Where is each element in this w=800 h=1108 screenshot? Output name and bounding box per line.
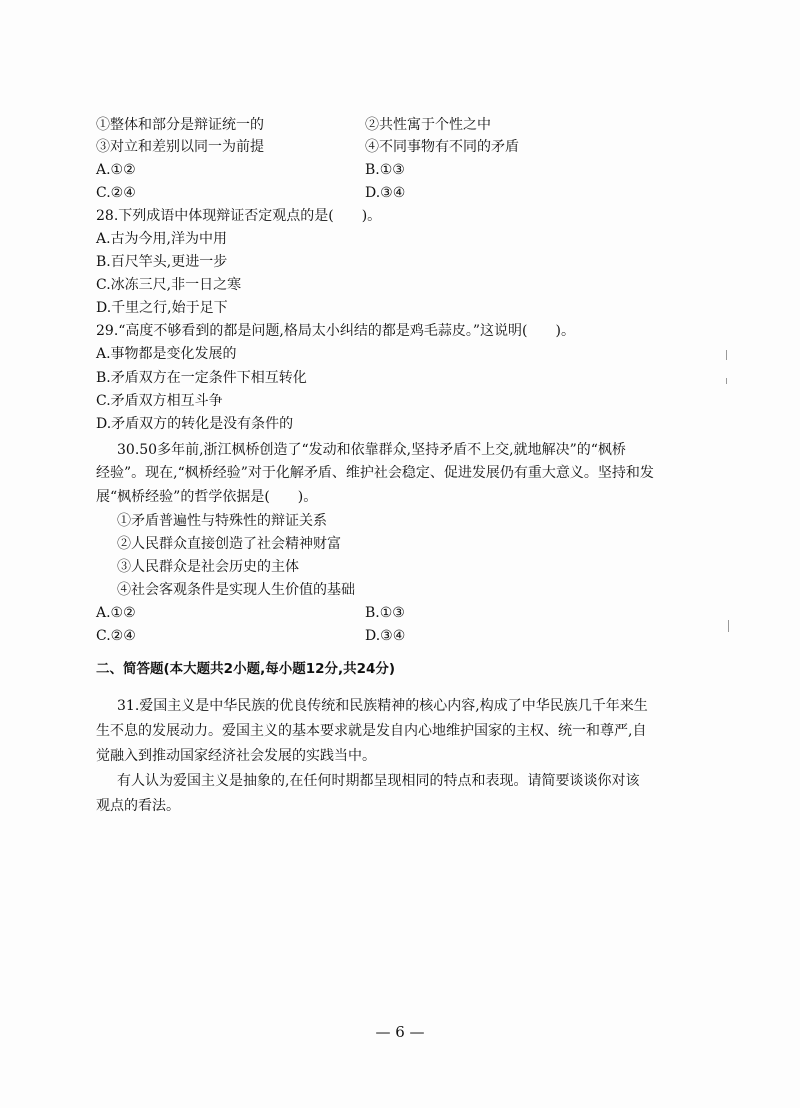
q29-stem: 29.“高度不够看到的都是问题,格局太小纠结的都是鸡毛蒜皮。”这说明( )。 xyxy=(96,323,575,339)
q31-line5: 观点的看法。 xyxy=(96,798,180,814)
q27-option-b: B.①③ xyxy=(365,162,405,178)
q27-row4 xyxy=(96,183,406,203)
q30-statement-1: ①矛盾普遍性与特殊性的辩证关系 xyxy=(117,513,327,529)
q29-option-c: C.矛盾双方相互斗争 xyxy=(96,393,223,409)
page-number: — 6 — xyxy=(375,1023,425,1041)
q30-statement-3: ③人民群众是社会历史的主体 xyxy=(117,559,299,575)
q27-option-c: C.②④ xyxy=(96,185,136,201)
q31-line1: 31.爱国主义是中华民族的优良传统和民族精神的核心内容,构成了中华民族几千年来生 xyxy=(117,698,648,714)
q28-option-d: D.千里之行,始于足下 xyxy=(96,300,228,316)
q29-option-a: A.事物都是变化发展的 xyxy=(96,346,237,362)
q29-option-b: B.矛盾双方在一定条件下相互转化 xyxy=(96,370,307,386)
q30-stem-line2: 经验”。现在,“枫桥经验”对于化解矛盾、维护社会稳定、促进发展仍有重大意义。坚持和发 xyxy=(96,465,654,481)
q30-option-b: B.①③ xyxy=(365,605,405,621)
q30-row-ab xyxy=(96,603,405,623)
q27-row3 xyxy=(96,160,405,180)
q27-row2 xyxy=(96,137,519,157)
q30-row-cd xyxy=(96,626,406,646)
q28-option-b: B.百尺竿头,更进一步 xyxy=(96,254,228,270)
q28-option-c: C.冰冻三尺,非一日之寒 xyxy=(96,277,242,293)
q27-option-d: D.③④ xyxy=(365,185,406,201)
q30-option-a: A.①② xyxy=(96,605,136,621)
section-heading: 二、简答题(本大题共2小题,每小题12分,共24分) xyxy=(96,661,396,677)
q30-stem-line1: 30.50多年前,浙江枫桥创造了“发动和依靠群众,坚持矛盾不上交,就地解决”的“枫桥 xyxy=(117,442,626,458)
q31-line2: 生不息的发展动力。爱国主义的基本要求就是发自内心地维护国家的主权、统一和尊严,自 xyxy=(96,723,647,739)
q27-row1 xyxy=(96,115,491,135)
q27-option-a: A.①② xyxy=(96,162,136,178)
scan-mark xyxy=(728,620,729,632)
q30-option-c: C.②④ xyxy=(96,628,136,644)
q30-stem-line3: 展“枫桥经验”的哲学依据是( )。 xyxy=(96,489,318,505)
scan-mark xyxy=(726,378,727,384)
q28-stem: 28.下列成语中体现辩证否定观点的是( )。 xyxy=(96,208,382,224)
scan-mark xyxy=(726,350,727,360)
q27-statement-4: ④不同事物有不同的矛盾 xyxy=(365,139,519,155)
q27-statement-1: ①整体和部分是辩证统一的 xyxy=(96,117,264,133)
q28-option-a: A.古为今用,洋为中用 xyxy=(96,231,228,247)
q31-line3: 觉融入到推动国家经济社会发展的实践当中。 xyxy=(96,748,376,764)
q27-statement-3: ③对立和差别以同一为前提 xyxy=(96,139,264,155)
q30-statement-2: ②人民群众直接创造了社会精神财富 xyxy=(117,536,341,552)
q29-option-d: D.矛盾双方的转化是没有条件的 xyxy=(96,416,294,432)
q27-statement-2: ②共性寓于个性之中 xyxy=(365,117,491,133)
q30-option-d: D.③④ xyxy=(365,628,406,644)
q31-line4: 有人认为爱国主义是抽象的,在任何时期都呈现相同的特点和表现。请简要谈谈你对该 xyxy=(117,773,640,789)
q30-statement-4: ④社会客观条件是实现人生价值的基础 xyxy=(117,582,355,598)
